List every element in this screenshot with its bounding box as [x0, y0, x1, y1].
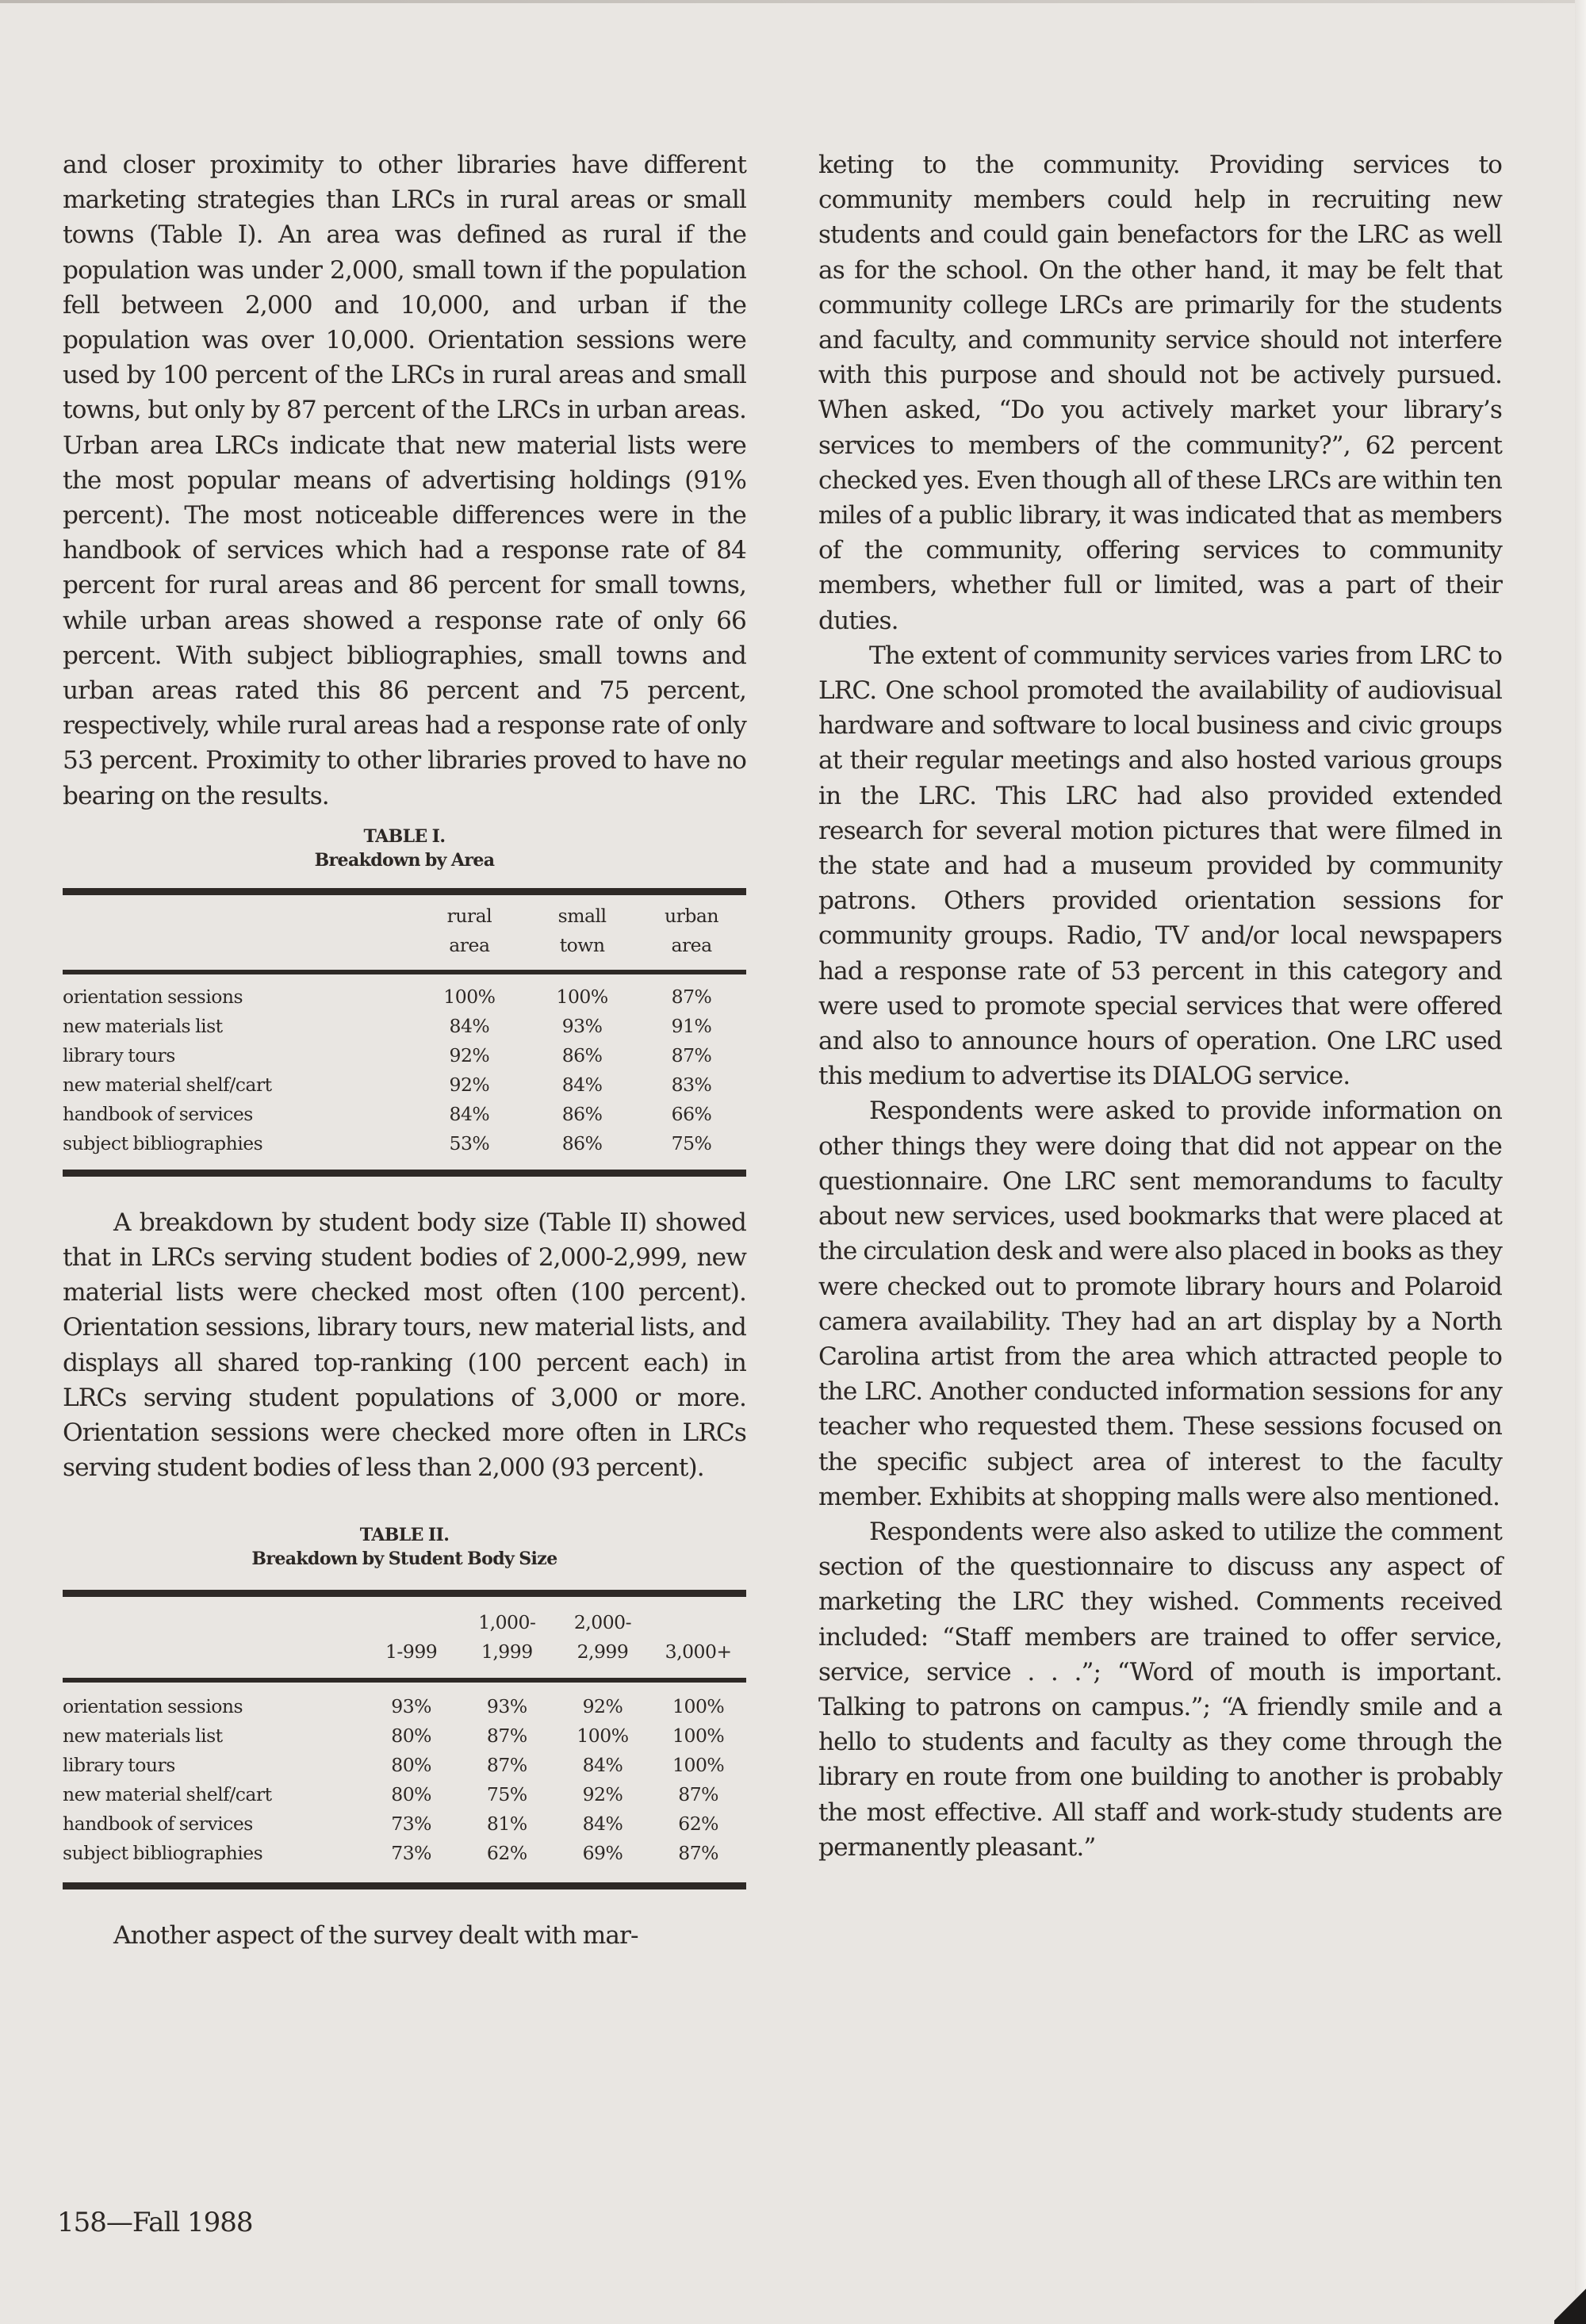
table-cell: 87% — [486, 1725, 527, 1748]
table-cell: 87% — [486, 1754, 527, 1777]
page-top-edge — [0, 0, 1586, 3]
table-row-label: library tours — [63, 1043, 175, 1066]
table-2-header-cell: 1,000- 1,999 — [478, 1611, 536, 1664]
table-cell: 69% — [582, 1842, 623, 1865]
table-cell: 87% — [671, 985, 712, 1008]
table-1-header-blank — [63, 895, 412, 960]
page-corner-shadow — [1554, 2276, 1586, 2324]
table-cell: 87% — [671, 1043, 712, 1066]
table-cell: 86% — [561, 1102, 603, 1125]
table-1-header-cell: urban area — [665, 904, 719, 956]
table-row — [63, 1839, 746, 1868]
table-cell: 86% — [561, 1043, 603, 1066]
paragraph-comments: Respondents were also asked to utilize the comment section of the questionnaire to discuss any aspect of marketing the LRC they wished. Comments received included: “Staff members are trained to offer service, service, service . . .”; “Word of mouth is important. Talking to patrons on campus.”; “A friendly smile and a hello to students and faculty as they come through the library en route from one building to another is probably the most effective. All staff and work-study students are permanently pleasant.” — [818, 1517, 1502, 1862]
table-cell: 66% — [671, 1102, 712, 1125]
paragraph-marketing-intro: Another aspect of the survey dealt with mar- — [113, 1921, 638, 1951]
table-row-label: subject bibliographies — [63, 1842, 263, 1865]
table-row — [63, 1012, 746, 1041]
table-row — [63, 982, 746, 1012]
paragraph-community-services: The extent of community services varies from LRC to LRC. One school promoted the availability of audiovisual hardware and software to local business and civic groups at their regular meetings and also hosted various groups in the LRC. This LRC had also provided extended research for several motion pictures that were filmed in the state and had a museum provided by community patrons. Others provided orientation sessions for community groups. Radio, TV and/or local newspapers had a response rate of 53 percent in this category and were used to promote special services that were offered and also to announce hours of operation. One LRC used this medium to advertise its DIALOG service. — [818, 641, 1502, 1091]
table-2-header-blank — [63, 1597, 363, 1667]
table-row — [63, 1129, 746, 1158]
table-cell: 80% — [391, 1725, 431, 1748]
table-2-title: TABLE II. — [359, 1525, 450, 1546]
table-row — [63, 1070, 746, 1100]
paragraph-community-marketing: keting to the community. Providing services to community members could help in recruiting new students and could gain benefactors for the LRC as well as for the school. On the other hand, it may be felt that community college LRCs are primarily for the students and faculty, and community service should not interfere with this purpose and should not be actively pursued. When asked, “Do you actively market your library’s services to members of the community?”, 62 percent checked yes. Even though all of these LRCs are within ten miles of a public library, it was indicated that as members of the community, offering services to community members, whether full or limited, was a part of their duties. — [818, 151, 1502, 635]
table-cell: 62% — [678, 1813, 719, 1836]
table-row — [63, 1780, 746, 1809]
table-row-label: subject bibliographies — [63, 1131, 263, 1154]
table-row-label: library tours — [63, 1754, 175, 1777]
table-1-header-rule — [63, 970, 746, 974]
table-cell: 84% — [582, 1813, 623, 1836]
table-row — [63, 1692, 746, 1721]
table-cell: 93% — [561, 1014, 603, 1037]
table-cell: 84% — [582, 1754, 623, 1777]
table-cell: 92% — [582, 1783, 623, 1806]
table-cell: 73% — [391, 1842, 431, 1865]
table-1 — [63, 825, 746, 1177]
table-row — [63, 1041, 746, 1070]
table-cell: 53% — [449, 1131, 490, 1154]
table-cell: 73% — [391, 1813, 431, 1836]
right-column — [818, 147, 1502, 1865]
table-cell: 84% — [449, 1014, 490, 1037]
table-2-header-cell: 2,000- 2,999 — [573, 1611, 632, 1664]
table-cell: 75% — [486, 1783, 527, 1806]
table-cell: 62% — [486, 1842, 527, 1865]
table-row-label: new material shelf/cart — [63, 1783, 272, 1806]
table-cell: 80% — [391, 1783, 431, 1806]
table-cell: 84% — [561, 1073, 603, 1096]
table-row-label: handbook of services — [63, 1102, 253, 1125]
table-cell: 87% — [678, 1783, 719, 1806]
table-cell: 100% — [672, 1695, 725, 1718]
table-cell: 92% — [582, 1695, 623, 1718]
page-right-edge — [1575, 0, 1586, 2324]
table-1-header-row — [63, 895, 746, 960]
table-cell: 84% — [449, 1102, 490, 1125]
table-cell: 100% — [577, 1725, 629, 1748]
table-cell: 87% — [678, 1842, 719, 1865]
table-2-top-rule — [63, 1590, 746, 1597]
left-column — [63, 147, 746, 1954]
table-2-header-rule — [63, 1678, 746, 1683]
table-row-label: new material shelf/cart — [63, 1073, 272, 1096]
table-row-label: new materials list — [63, 1725, 223, 1748]
table-2-subtitle: Breakdown by Student Body Size — [251, 1549, 557, 1570]
table-1-top-rule — [63, 888, 746, 895]
table-row — [63, 1751, 746, 1780]
table-2-header-cell: 1-999 — [385, 1641, 438, 1664]
table-2-header-cell: 3,000+ — [665, 1641, 732, 1664]
table-cell: 93% — [486, 1695, 527, 1718]
paragraph-other-activities: Respondents were asked to provide information on other things they were doing that did not appear on the questionnaire. One LRC sent memorandums to faculty about new services, used bookmarks that were placed at the circulation desk and were also placed in books as they were checked out to promote library hours and Polaroid camera availability. They had an art display by a North Carolina artist from the area which attracted people to the LRC. Another conducted information sessions for any teacher who requested them. These sessions focused on the specific subject area of interest to the faculty member. Exhibits at shopping malls were also mentioned. — [818, 1097, 1502, 1511]
table-row — [63, 1809, 746, 1839]
table-2 — [63, 1523, 746, 1889]
table-row — [63, 1721, 746, 1751]
table-cell: 100% — [672, 1725, 725, 1748]
paragraph-area-breakdown: and closer proximity to other libraries have different marketing strategies than LRCs in rural areas or small towns (Table I). An area was defined as rural if the population was under 2,000, small town if the population fell between 2,000 and 10,000, and urban if the population was over 10,000. Orientation sessions were used by 100 percent of the LRCs in rural areas and small towns, but only by 87 percent of the LRCs in urban areas. Urban area LRCs indicate that new material lists were the most popular means of advertising holdings (91% percent). The most noticeable differences were in the handbook of services which had a response rate of 84 percent for rural areas and 86 percent for small towns, while urban areas showed a response rate of only 66 percent. With subject bibliographies, small towns and urban areas rated this 86 percent and 75 percent, respectively, while rural areas had a response rate of only 53 percent. Proximity to other libraries proved to have no bearing on the results. — [63, 151, 746, 810]
table-1-header-cell: rural area — [446, 904, 492, 956]
table-cell: 100% — [443, 985, 496, 1008]
table-1-title: TABLE I. — [363, 825, 446, 847]
table-cell: 100% — [672, 1754, 725, 1777]
table-row-label: orientation sessions — [63, 985, 243, 1008]
table-cell: 92% — [449, 1043, 490, 1066]
table-cell: 100% — [556, 985, 608, 1008]
table-cell: 92% — [449, 1073, 490, 1096]
table-2-grid — [63, 1597, 746, 1868]
paragraph-student-body: A breakdown by student body size (Table II) showed that in LRCs serving student bodies of 2,000-2,999, new material lists were checked most often (100 percent). Orientation sessions, library tours, new material lists, and displays all shared top-ranking (100 percent each) in LRCs serving student populations of 3,000 or more. Orientation sessions were checked more often in LRCs serving student bodies of less than 2,000 (93 percent). — [63, 1208, 746, 1483]
table-cell: 75% — [671, 1131, 712, 1154]
table-row — [63, 1100, 746, 1129]
table-cell: 83% — [671, 1073, 712, 1096]
page-footer-folio: 158—Fall 1988 — [57, 2207, 253, 2238]
table-cell: 93% — [391, 1695, 431, 1718]
table-cell: 81% — [486, 1813, 527, 1836]
table-cell: 91% — [671, 1014, 712, 1037]
table-1-bottom-rule — [63, 1170, 746, 1177]
table-cell: 86% — [561, 1131, 603, 1154]
table-cell: 80% — [391, 1754, 431, 1777]
table-1-subtitle: Breakdown by Area — [314, 849, 495, 871]
table-1-header-cell: small town — [557, 904, 607, 956]
table-row-label: handbook of services — [63, 1813, 253, 1836]
table-row-label: new materials list — [63, 1014, 223, 1037]
table-row-label: orientation sessions — [63, 1695, 243, 1718]
table-2-bottom-rule — [63, 1882, 746, 1889]
table-1-grid — [63, 895, 746, 1158]
table-2-header-row — [63, 1597, 746, 1667]
